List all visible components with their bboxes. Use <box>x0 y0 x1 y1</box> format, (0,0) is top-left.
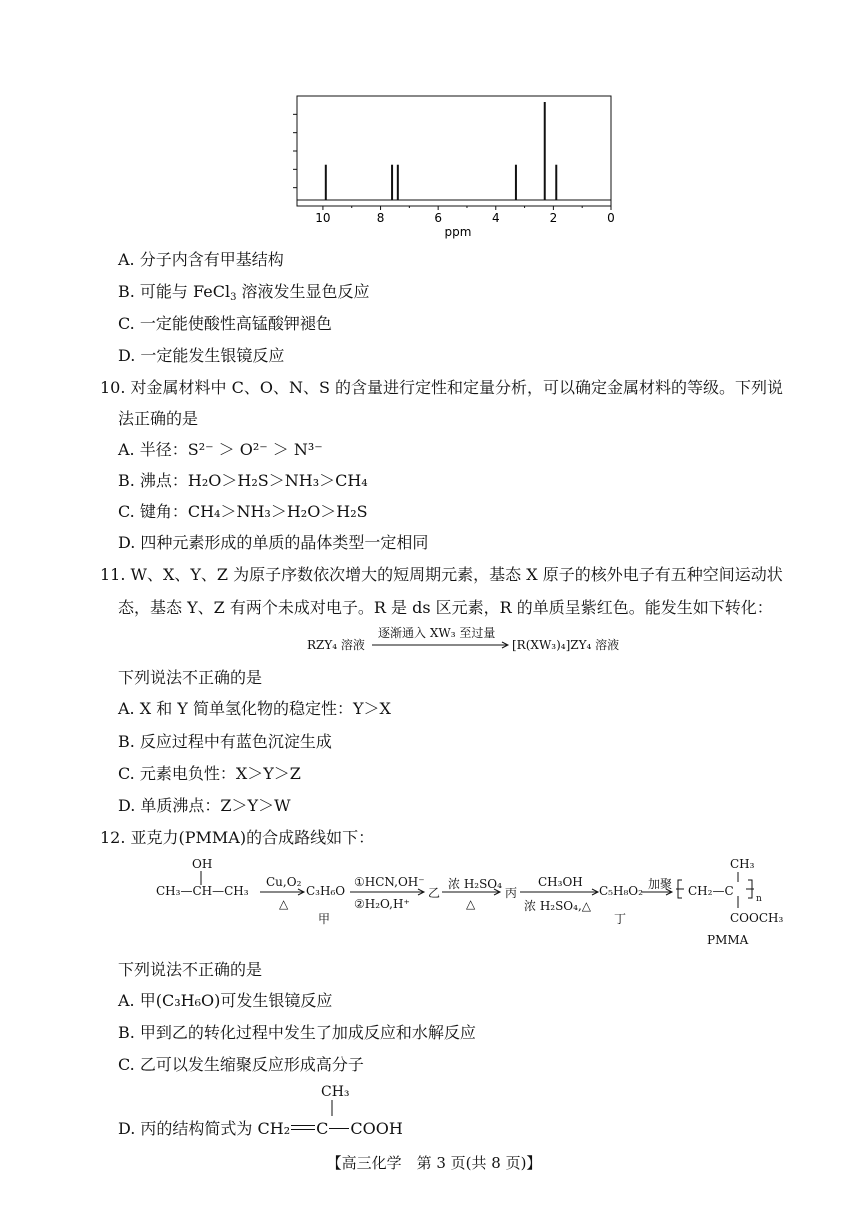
q12-option-d-methyl: CH₃ <box>321 1084 350 1100</box>
q12-stem: 12. 亚克力(PMMA)的合成路线如下： <box>100 828 375 847</box>
q12-option-a: A. 甲(C₃H₆O)可发生银镜反应 <box>118 991 333 1010</box>
q10-option-c: C. 键角：CH₄＞NH₃＞H₂O＞H₂S <box>118 502 368 521</box>
q10-stem-line1: 10. 对金属材料中 C、O、N、S 的含量进行定性和定量分析，可以确定金属材料的等级。下列说 <box>100 378 784 397</box>
q12-arrow5 <box>642 888 676 898</box>
q10-option-d: D. 四种元素形成的单质的晶体类型一定相同 <box>118 533 429 552</box>
q9-option-d: D. 一定能发生银镜反应 <box>118 346 285 365</box>
nmr-ticks <box>315 206 615 225</box>
q9-option-b: B. 可能与 FeCl$_3$ 溶液发生显色反应 <box>118 282 370 303</box>
q11-option-c: C. 元素电负性：X＞Y＞Z <box>118 764 301 783</box>
nmr-axis-label: ppm <box>444 225 472 239</box>
q12-arrow4-reagent: CH₃OH <box>538 875 583 889</box>
nmr-x-tick-label: 4 <box>491 211 500 225</box>
q12-arrow5-condition: 加聚 <box>648 877 673 891</box>
q12-arrow3-condition: 浓 H₂SO₄ <box>448 877 502 891</box>
q11-option-a: A. X 和 Y 简单氢化物的稳定性：Y＞X <box>118 699 391 718</box>
nmr-x-tick-label: 6 <box>434 211 442 225</box>
q12-compound-yi: 乙 <box>428 886 441 900</box>
q12-pmma-n: n <box>756 894 762 904</box>
q12-arrow2-step1: ①HCN,OH⁻ <box>354 875 425 889</box>
q10-option-a: A. 半径：S²⁻ ＞ O²⁻ ＞ N³⁻ <box>118 440 323 459</box>
q12-option-d-bond <box>330 1100 334 1116</box>
q12-pmma-label: PMMA <box>707 933 749 947</box>
nmr-frame <box>293 96 611 206</box>
q12-label-ding: 丁 <box>614 912 627 926</box>
q11-eq-condition: 逐渐通入 XW₃ 至过量 <box>378 626 496 640</box>
q11-eq-arrow <box>372 641 512 651</box>
q10-option-b: B. 沸点：H₂O＞H₂S＞NH₃＞CH₄ <box>118 471 368 490</box>
q12-prompt: 下列说法不正确的是 <box>118 960 263 979</box>
nmr-x-tick-label: 8 <box>376 211 385 225</box>
q12-compound-ding: C₅H₈O₂ <box>599 884 643 898</box>
q12-pmma-backbone: CH₂—C <box>688 884 734 898</box>
q10-stem-line2: 法正确的是 <box>118 409 199 428</box>
nmr-x-tick-label: 10 <box>315 211 331 225</box>
nmr-x-tick-label: 2 <box>549 211 558 225</box>
q9-option-a: A. 分子内含有甲基结构 <box>118 250 284 269</box>
nmr-x-tick-label: 0 <box>607 211 615 225</box>
q12-pmma-methyl: CH₃ <box>730 857 755 871</box>
q12-arrow4-condition: 浓 H₂SO₄,△ <box>524 899 592 913</box>
q12-pmma-ester: COOCH₃ <box>730 911 784 925</box>
nmr-spectrum <box>280 88 630 244</box>
q12-compound-jia: C₃H₆O <box>306 884 346 898</box>
q11-eq-reactant: RZY₄ 溶液 <box>307 638 365 652</box>
q12-start-oh: OH <box>192 857 213 871</box>
q11-prompt: 下列说法不正确的是 <box>118 668 263 687</box>
q12-arrow1-condition: Cu,O₂ <box>266 875 302 889</box>
nmr-plot-box <box>297 96 611 206</box>
q12-option-d: D. 丙的结构简式为 CH₂ C COOH <box>118 1119 403 1138</box>
q12-start-compound: CH₃—CH—CH₃ <box>156 884 249 898</box>
q12-arrow2-step2: ②H₂O,H⁺ <box>354 897 410 911</box>
q12-label-jia: 甲 <box>318 912 331 926</box>
page-footer: 【高三化学 第 3 页(共 8 页)】 <box>326 1154 542 1172</box>
q11-stem-line1: 11. W、X、Y、Z 为原子序数依次增大的短周期元素，基态 X 原子的核外电子有五种空间运动状 <box>100 565 783 584</box>
q11-stem-line2: 态，基态 Y、Z 有两个未成对电子。R 是 ds 区元素，R 的单质呈紫红色。能发生如下转化： <box>118 598 773 617</box>
q11-option-b: B. 反应过程中有蓝色沉淀生成 <box>118 732 332 751</box>
q12-compound-bing: 丙 <box>505 886 518 900</box>
q12-option-c: C. 乙可以发生缩聚反应形成高分子 <box>118 1055 364 1074</box>
q12-arrow1-heat: △ <box>279 897 289 911</box>
q12-arrow3-heat: △ <box>466 897 476 911</box>
q11-option-d: D. 单质沸点：Z＞Y＞W <box>118 796 291 815</box>
q11-eq-product: [R(XW₃)₄]ZY₄ 溶液 <box>512 638 620 652</box>
q9-option-c: C. 一定能使酸性高锰酸钾褪色 <box>118 314 332 333</box>
q12-start-bond <box>199 871 203 885</box>
q12-option-b: B. 甲到乙的转化过程中发生了加成反应和水解反应 <box>118 1023 476 1042</box>
nmr-peaks <box>326 102 556 200</box>
